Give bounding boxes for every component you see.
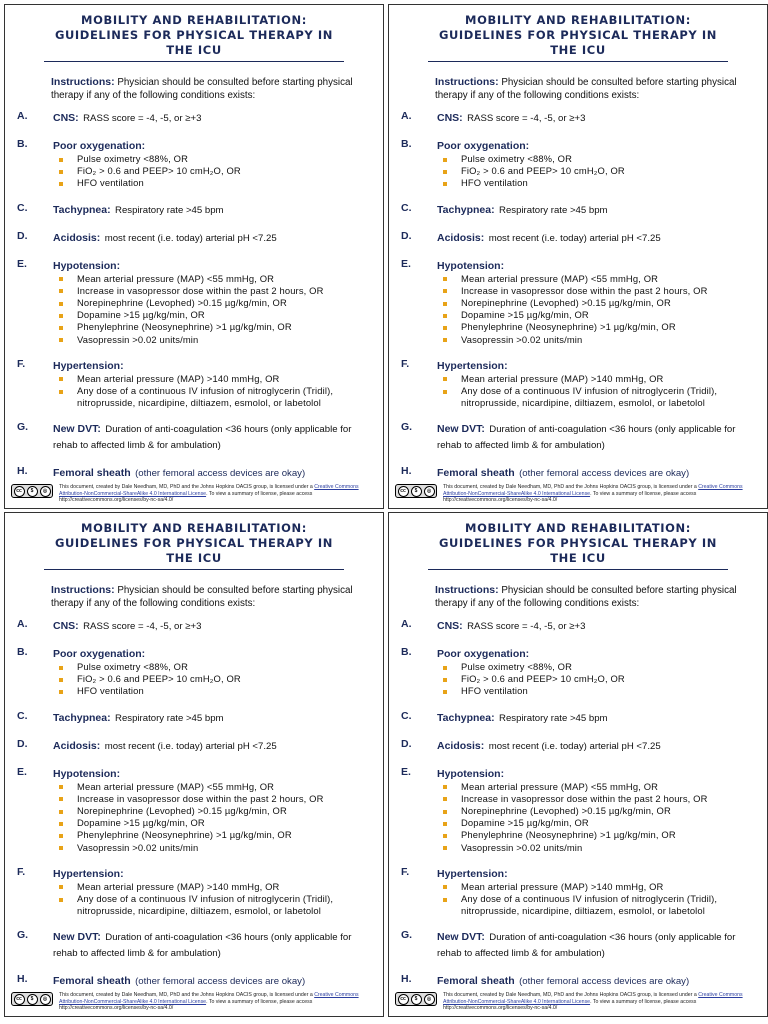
condition-section (17, 138, 373, 190)
section-letter: C. (401, 201, 412, 214)
section-text: Duration of anti-coagulation <36 hours (only applicable for rehab to affected limb & for ambulation) (437, 932, 736, 960)
guideline-card (388, 4, 768, 509)
condition-section (401, 421, 757, 453)
license-footer (395, 484, 761, 503)
condition-section (17, 201, 373, 218)
bullet-item: Mean arterial pressure (MAP) <55 mmHg, OR (77, 781, 373, 793)
license-link[interactable]: Creative Commons Attribution-NonCommercial-ShareAlike 4.0 International License (443, 484, 743, 497)
card-title (389, 521, 767, 570)
bullet-item: Mean arterial pressure (MAP) >140 mmHg, OR (461, 881, 757, 893)
section-text: Duration of anti-coagulation <36 hours (only applicable for rehab to affected limb & for ambulation) (437, 424, 736, 452)
section-heading: New DVT: (437, 931, 485, 944)
section-text: RASS score = -4, -5, or ≥+3 (467, 113, 586, 124)
section-text: Respiratory rate >45 bpm (115, 204, 224, 216)
section-text: (other femoral access devices are okay) (135, 976, 306, 988)
condition-section (17, 357, 373, 410)
bullet-list (53, 781, 373, 854)
bullet-item: Any dose of a continuous IV infusion of nitroglycerin (Tridil), nitroprusside, nicardipine, diltiazem, esmolol, or labetolol (461, 385, 757, 409)
section-letter: A. (401, 110, 412, 122)
section-letter: H. (17, 973, 28, 986)
bullet-item: Mean arterial pressure (MAP) >140 mmHg, OR (461, 373, 757, 385)
section-heading: Femoral sheath (437, 975, 515, 988)
section-heading: Acidosis: (53, 739, 101, 752)
guideline-card (4, 4, 384, 509)
instructions-label: Instructions: (51, 76, 115, 88)
title-line-1: MOBILITY AND REHABILITATION: (81, 13, 307, 27)
condition-section (17, 421, 373, 453)
section-heading: Hypotension: (53, 767, 121, 780)
section-heading: Hypotension: (53, 259, 121, 272)
bullet-item: Pulse oximetry <88%, OR (461, 661, 757, 673)
section-text: most recent (i.e. today) arterial pH <7.25 (104, 740, 277, 752)
bullet-item: Dopamine >15 µg/kg/min, OR (77, 817, 373, 829)
bullet-item: FiO₂ > 0.6 and PEEP> 10 cmH₂O, OR (461, 165, 757, 177)
bullet-item: Dopamine >15 µg/kg/min, OR (461, 817, 757, 829)
bullet-item: Increase in vasopressor dose within the past 2 hours, OR (461, 793, 757, 805)
creative-commons-badge-icon: cc $ ◎ (395, 484, 437, 498)
section-heading: CNS: (437, 620, 463, 632)
condition-section (401, 229, 757, 246)
card-title (5, 521, 383, 570)
section-heading: Femoral sheath (437, 467, 515, 480)
section-letter: E. (17, 257, 27, 270)
section-heading: Poor oxygenation: (437, 648, 530, 660)
condition-section (17, 737, 373, 754)
section-letter: F. (401, 357, 410, 370)
section-text: Respiratory rate >45 bpm (499, 712, 608, 724)
condition-section (401, 138, 757, 190)
card-title (389, 13, 767, 62)
section-letter: E. (401, 257, 411, 270)
bullet-item: Mean arterial pressure (MAP) <55 mmHg, OR (461, 781, 757, 793)
section-heading: Acidosis: (437, 739, 485, 752)
condition-section (401, 646, 757, 698)
section-text: Respiratory rate >45 bpm (499, 204, 608, 216)
instructions-text: Physician should be consulted before starting physical therapy if any of the following conditions exists: (435, 585, 737, 609)
condition-section (401, 465, 757, 481)
bullet-item: Mean arterial pressure (MAP) >140 mmHg, OR (77, 881, 373, 893)
section-letter: B. (401, 138, 412, 150)
bullet-item: Norepinephrine (Levophed) >0.15 µg/kg/min, OR (461, 297, 757, 309)
condition-list (5, 110, 383, 481)
section-heading: Femoral sheath (53, 467, 131, 480)
condition-section (17, 465, 373, 481)
license-text: This document, created by Dale Needham, MD, PhD and the Johns Hopkins OACIS group, is licensed under a Creative Commons Attribution-NonCommercial-ShareAlike 4.0 International License. To view a summary of license, please access http://creativecommons.org/licenses/by-nc-sa/4.0/ (59, 484, 359, 503)
condition-section (17, 110, 373, 126)
section-letter: G. (401, 421, 413, 434)
bullet-item: Dopamine >15 µg/kg/min, OR (461, 309, 757, 321)
bullet-list (53, 373, 373, 410)
instructions-text: Physician should be consulted before starting physical therapy if any of the following conditions exists: (51, 585, 353, 609)
section-letter: B. (17, 646, 28, 658)
bullet-item: Phenylephrine (Neosynephrine) >1 µg/kg/min, OR (77, 829, 373, 841)
bullet-item: Pulse oximetry <88%, OR (77, 153, 373, 165)
bullet-item: HFO ventilation (461, 177, 757, 189)
section-heading: New DVT: (53, 931, 101, 944)
bullet-item: Dopamine >15 µg/kg/min, OR (77, 309, 373, 321)
instructions-label: Instructions: (435, 76, 499, 88)
section-text: Duration of anti-coagulation <36 hours (only applicable for rehab to affected limb & for ambulation) (53, 424, 352, 452)
section-letter: F. (17, 357, 26, 370)
license-footer (395, 992, 761, 1011)
section-letter: C. (17, 201, 28, 214)
section-heading: Poor oxygenation: (53, 140, 146, 152)
section-heading: Acidosis: (437, 231, 485, 244)
bullet-list (53, 881, 373, 918)
section-letter: G. (17, 929, 29, 942)
instructions (435, 76, 755, 102)
bullet-item: Pulse oximetry <88%, OR (77, 661, 373, 673)
creative-commons-badge-icon: cc $ ◎ (395, 992, 437, 1006)
license-link[interactable]: Creative Commons Attribution-NonCommercial-ShareAlike 4.0 International License (59, 992, 359, 1005)
section-letter: D. (17, 229, 28, 242)
section-heading: CNS: (53, 620, 79, 632)
bullet-list (437, 661, 757, 698)
section-heading: Femoral sheath (53, 975, 131, 988)
card-title (5, 13, 383, 62)
instructions (51, 76, 371, 102)
bullet-item: Mean arterial pressure (MAP) <55 mmHg, OR (461, 273, 757, 285)
bullet-list (437, 881, 757, 918)
guideline-card (388, 512, 768, 1017)
section-text: RASS score = -4, -5, or ≥+3 (467, 621, 586, 632)
condition-section (17, 229, 373, 246)
section-heading: Poor oxygenation: (437, 140, 530, 152)
bullet-item: HFO ventilation (77, 685, 373, 697)
title-line-1: MOBILITY AND REHABILITATION: (81, 521, 307, 535)
condition-section (401, 357, 757, 410)
condition-section (17, 765, 373, 854)
bullet-item: FiO₂ > 0.6 and PEEP> 10 cmH₂O, OR (77, 673, 373, 685)
section-heading: Acidosis: (53, 231, 101, 244)
section-text: most recent (i.e. today) arterial pH <7.25 (104, 232, 277, 244)
section-heading: CNS: (53, 112, 79, 124)
section-text: most recent (i.e. today) arterial pH <7.25 (488, 740, 661, 752)
section-letter: E. (401, 765, 411, 778)
bullet-item: HFO ventilation (77, 177, 373, 189)
section-heading: Hypertension: (437, 867, 508, 880)
bullet-item: Mean arterial pressure (MAP) >140 mmHg, OR (77, 373, 373, 385)
condition-list (389, 110, 767, 481)
bullet-item: FiO₂ > 0.6 and PEEP> 10 cmH₂O, OR (77, 165, 373, 177)
license-footer (11, 992, 377, 1011)
section-heading: Tachypnea: (53, 711, 111, 724)
license-text: This document, created by Dale Needham, MD, PhD and the Johns Hopkins OACIS group, is licensed under a Creative Commons Attribution-NonCommercial-ShareAlike 4.0 International License. To view a summary of license, please access http://creativecommons.org/licenses/by-nc-sa/4.0/ (443, 992, 743, 1011)
section-text: RASS score = -4, -5, or ≥+3 (83, 621, 202, 632)
instructions-label: Instructions: (435, 584, 499, 596)
condition-section (17, 257, 373, 346)
license-link[interactable]: Creative Commons Attribution-NonCommercial-ShareAlike 4.0 International License (443, 992, 743, 1005)
bullet-item: Increase in vasopressor dose within the past 2 hours, OR (461, 285, 757, 297)
license-footer (11, 484, 377, 503)
section-text: most recent (i.e. today) arterial pH <7.25 (488, 232, 661, 244)
creative-commons-badge-icon: cc $ ◎ (11, 992, 53, 1006)
condition-section (401, 201, 757, 218)
section-heading: Hypertension: (437, 359, 508, 372)
section-letter: G. (17, 421, 29, 434)
section-text: (other femoral access devices are okay) (519, 468, 690, 480)
bullet-item: Increase in vasopressor dose within the past 2 hours, OR (77, 285, 373, 297)
bullet-item: Any dose of a continuous IV infusion of nitroglycerin (Tridil), nitroprusside, nicardipine, diltiazem, esmolol, or labetolol (461, 893, 757, 917)
section-text: Duration of anti-coagulation <36 hours (only applicable for rehab to affected limb & for ambulation) (53, 932, 352, 960)
section-heading: Tachypnea: (437, 203, 495, 216)
condition-section (17, 929, 373, 961)
section-heading: Hypertension: (53, 359, 124, 372)
section-heading: CNS: (437, 112, 463, 124)
section-text: (other femoral access devices are okay) (519, 976, 690, 988)
condition-section (401, 110, 757, 126)
license-text: This document, created by Dale Needham, MD, PhD and the Johns Hopkins OACIS group, is licensed under a Creative Commons Attribution-NonCommercial-ShareAlike 4.0 International License. To view a summary of license, please access http://creativecommons.org/licenses/by-nc-sa/4.0/ (443, 484, 743, 503)
section-heading: New DVT: (437, 423, 485, 436)
section-heading: Tachypnea: (437, 711, 495, 724)
section-letter: C. (17, 709, 28, 722)
section-letter: H. (17, 465, 28, 478)
condition-section (401, 929, 757, 961)
bullet-item: Phenylephrine (Neosynephrine) >1 µg/kg/min, OR (461, 829, 757, 841)
bullet-item: Mean arterial pressure (MAP) <55 mmHg, OR (77, 273, 373, 285)
section-letter: D. (401, 737, 412, 750)
section-text: Respiratory rate >45 bpm (115, 712, 224, 724)
instructions-text: Physician should be consulted before starting physical therapy if any of the following conditions exists: (435, 77, 737, 101)
condition-list (389, 618, 767, 989)
bullet-list (53, 153, 373, 190)
bullet-item: Any dose of a continuous IV infusion of nitroglycerin (Tridil), nitroprusside, nicardipine, diltiazem, esmolol, or labetolol (77, 385, 373, 409)
section-letter: H. (401, 465, 412, 478)
condition-section (401, 737, 757, 754)
section-letter: B. (17, 138, 28, 150)
bullet-item: Pulse oximetry <88%, OR (461, 153, 757, 165)
condition-section (17, 973, 373, 989)
section-letter: A. (17, 618, 28, 630)
bullet-item: Vasopressin >0.02 units/min (77, 334, 373, 346)
section-heading: Hypotension: (437, 259, 505, 272)
guideline-card (4, 512, 384, 1017)
title-line-2: GUIDELINES FOR PHYSICAL THERAPY IN THE ICU (428, 28, 728, 62)
license-text: This document, created by Dale Needham, MD, PhD and the Johns Hopkins OACIS group, is licensed under a Creative Commons Attribution-NonCommercial-ShareAlike 4.0 International License. To view a summary of license, please access http://creativecommons.org/licenses/by-nc-sa/4.0/ (59, 992, 359, 1011)
title-line-2: GUIDELINES FOR PHYSICAL THERAPY IN THE ICU (428, 536, 728, 570)
bullet-item: Increase in vasopressor dose within the past 2 hours, OR (77, 793, 373, 805)
bullet-item: Phenylephrine (Neosynephrine) >1 µg/kg/min, OR (77, 321, 373, 333)
condition-list (5, 618, 383, 989)
section-letter: H. (401, 973, 412, 986)
bullet-list (437, 781, 757, 854)
condition-section (401, 257, 757, 346)
condition-section (401, 618, 757, 634)
title-line-1: MOBILITY AND REHABILITATION: (465, 521, 691, 535)
bullet-list (437, 373, 757, 410)
section-letter: A. (401, 618, 412, 630)
bullet-item: Norepinephrine (Levophed) >0.15 µg/kg/min, OR (77, 805, 373, 817)
bullet-list (437, 153, 757, 190)
title-line-2: GUIDELINES FOR PHYSICAL THERAPY IN THE ICU (44, 536, 344, 570)
section-letter: F. (401, 865, 410, 878)
instructions-label: Instructions: (51, 584, 115, 596)
bullet-list (437, 273, 757, 346)
section-letter: D. (17, 737, 28, 750)
section-letter: F. (17, 865, 26, 878)
section-text: (other femoral access devices are okay) (135, 468, 306, 480)
section-heading: Tachypnea: (53, 203, 111, 216)
section-letter: G. (401, 929, 413, 942)
section-letter: C. (401, 709, 412, 722)
condition-section (401, 865, 757, 918)
instructions (435, 584, 755, 610)
section-heading: Hypertension: (53, 867, 124, 880)
section-text: RASS score = -4, -5, or ≥+3 (83, 113, 202, 124)
bullet-list (53, 273, 373, 346)
condition-section (17, 618, 373, 634)
section-letter: D. (401, 229, 412, 242)
title-line-1: MOBILITY AND REHABILITATION: (465, 13, 691, 27)
section-heading: Hypotension: (437, 767, 505, 780)
license-link[interactable]: Creative Commons Attribution-NonCommercial-ShareAlike 4.0 International License (59, 484, 359, 497)
instructions (51, 584, 371, 610)
title-line-2: GUIDELINES FOR PHYSICAL THERAPY IN THE ICU (44, 28, 344, 62)
bullet-item: Vasopressin >0.02 units/min (461, 842, 757, 854)
bullet-item: Vasopressin >0.02 units/min (77, 842, 373, 854)
section-heading: New DVT: (53, 423, 101, 436)
condition-section (17, 709, 373, 726)
bullet-item: HFO ventilation (461, 685, 757, 697)
bullet-item: Norepinephrine (Levophed) >0.15 µg/kg/min, OR (77, 297, 373, 309)
creative-commons-badge-icon: cc $ ◎ (11, 484, 53, 498)
bullet-item: Norepinephrine (Levophed) >0.15 µg/kg/min, OR (461, 805, 757, 817)
section-letter: E. (17, 765, 27, 778)
bullet-item: Phenylephrine (Neosynephrine) >1 µg/kg/min, OR (461, 321, 757, 333)
bullet-list (53, 661, 373, 698)
bullet-item: Vasopressin >0.02 units/min (461, 334, 757, 346)
condition-section (401, 973, 757, 989)
bullet-item: FiO₂ > 0.6 and PEEP> 10 cmH₂O, OR (461, 673, 757, 685)
section-letter: A. (17, 110, 28, 122)
instructions-text: Physician should be consulted before starting physical therapy if any of the following conditions exists: (51, 77, 353, 101)
bullet-item: Any dose of a continuous IV infusion of nitroglycerin (Tridil), nitroprusside, nicardipine, diltiazem, esmolol, or labetolol (77, 893, 373, 917)
condition-section (17, 865, 373, 918)
section-heading: Poor oxygenation: (53, 648, 146, 660)
section-letter: B. (401, 646, 412, 658)
condition-section (401, 765, 757, 854)
condition-section (401, 709, 757, 726)
condition-section (17, 646, 373, 698)
